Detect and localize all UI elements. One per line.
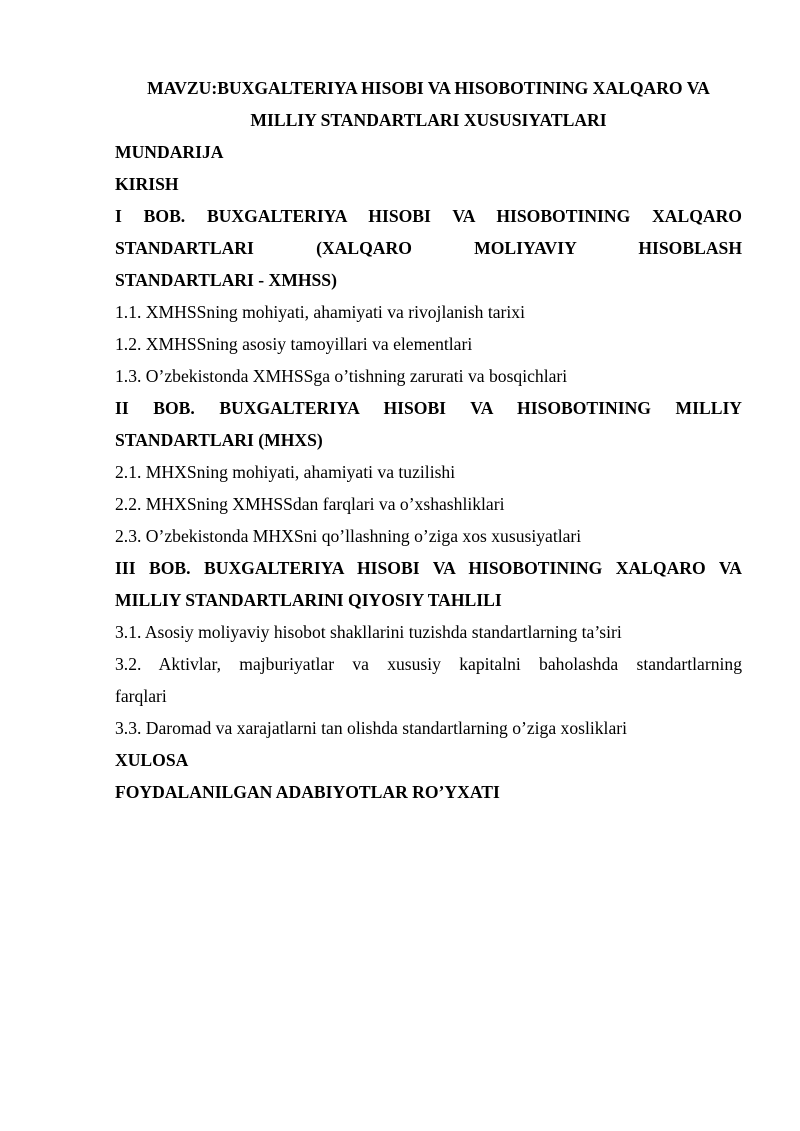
chapter-3-heading-line-2: MILLIY STANDARTLARINI QIYOSIY TAHLILI: [115, 590, 502, 610]
chapter-1-heading-line-2: STANDARTLARI (XALQARO MOLIYAVIY HISOBLASH: [115, 238, 742, 258]
toc-section-1-2: 1.2. XMHSSning asosiy tamoyillari va elementlari: [115, 334, 473, 354]
toc-conclusion: XULOSA: [115, 750, 189, 770]
document-title-line-1: MAVZU:BUXGALTERIYA HISOBI VA HISOBOTINING XALQARO VA: [147, 78, 710, 98]
document-title-line-2: MILLIY STANDARTLARI XUSUSIYATLARI: [250, 110, 607, 130]
toc-intro: KIRISH: [115, 174, 179, 194]
toc-section-3-1: 3.1. Asosiy moliyaviy hisobot shakllarini tuzishda standartlarning ta’siri: [115, 622, 622, 642]
chapter-1-heading-line-3: STANDARTLARI - XMHSS): [115, 270, 337, 290]
contents-heading: MUNDARIJA: [115, 142, 224, 162]
toc-section-1-3: 1.3. O’zbekistonda XMHSSga o’tishning zarurati va bosqichlari: [115, 366, 568, 386]
document-content: [115, 72, 742, 808]
chapter-2-heading-line-2: STANDARTLARI (MHXS): [115, 430, 323, 450]
chapter-1-heading-line-1: I BOB. BUXGALTERIYA HISOBI VA HISOBOTINING XALQARO: [115, 206, 742, 226]
toc-section-3-2-line-2: farqlari: [115, 686, 167, 706]
toc-section-2-3: 2.3. O’zbekistonda MHXSni qo’llashning o’ziga xos xususiyatlari: [115, 526, 582, 546]
toc-section-1-1: 1.1. XMHSSning mohiyati, ahamiyati va rivojlanish tarixi: [115, 302, 525, 322]
chapter-2-heading-line-1: II BOB. BUXGALTERIYA HISOBI VA HISOBOTINING MILLIY: [115, 398, 742, 418]
toc-references: FOYDALANILGAN ADABIYOTLAR RO’YXATI: [115, 782, 500, 802]
toc-section-3-2-line-1: 3.2. Aktivlar, majburiyatlar va xususiy kapitalni baholashda standartlarning: [115, 654, 742, 674]
toc-section-2-2: 2.2. MHXSning XMHSSdan farqlari va o’xshashliklari: [115, 494, 505, 514]
toc-section-3-3: 3.3. Daromad va xarajatlarni tan olishda standartlarning o’ziga xosliklari: [115, 718, 628, 738]
toc-section-2-1: 2.1. MHXSning mohiyati, ahamiyati va tuzilishi: [115, 462, 456, 482]
chapter-3-heading-line-1: III BOB. BUXGALTERIYA HISOBI VA HISOBOTINING XALQARO VA: [115, 558, 742, 578]
